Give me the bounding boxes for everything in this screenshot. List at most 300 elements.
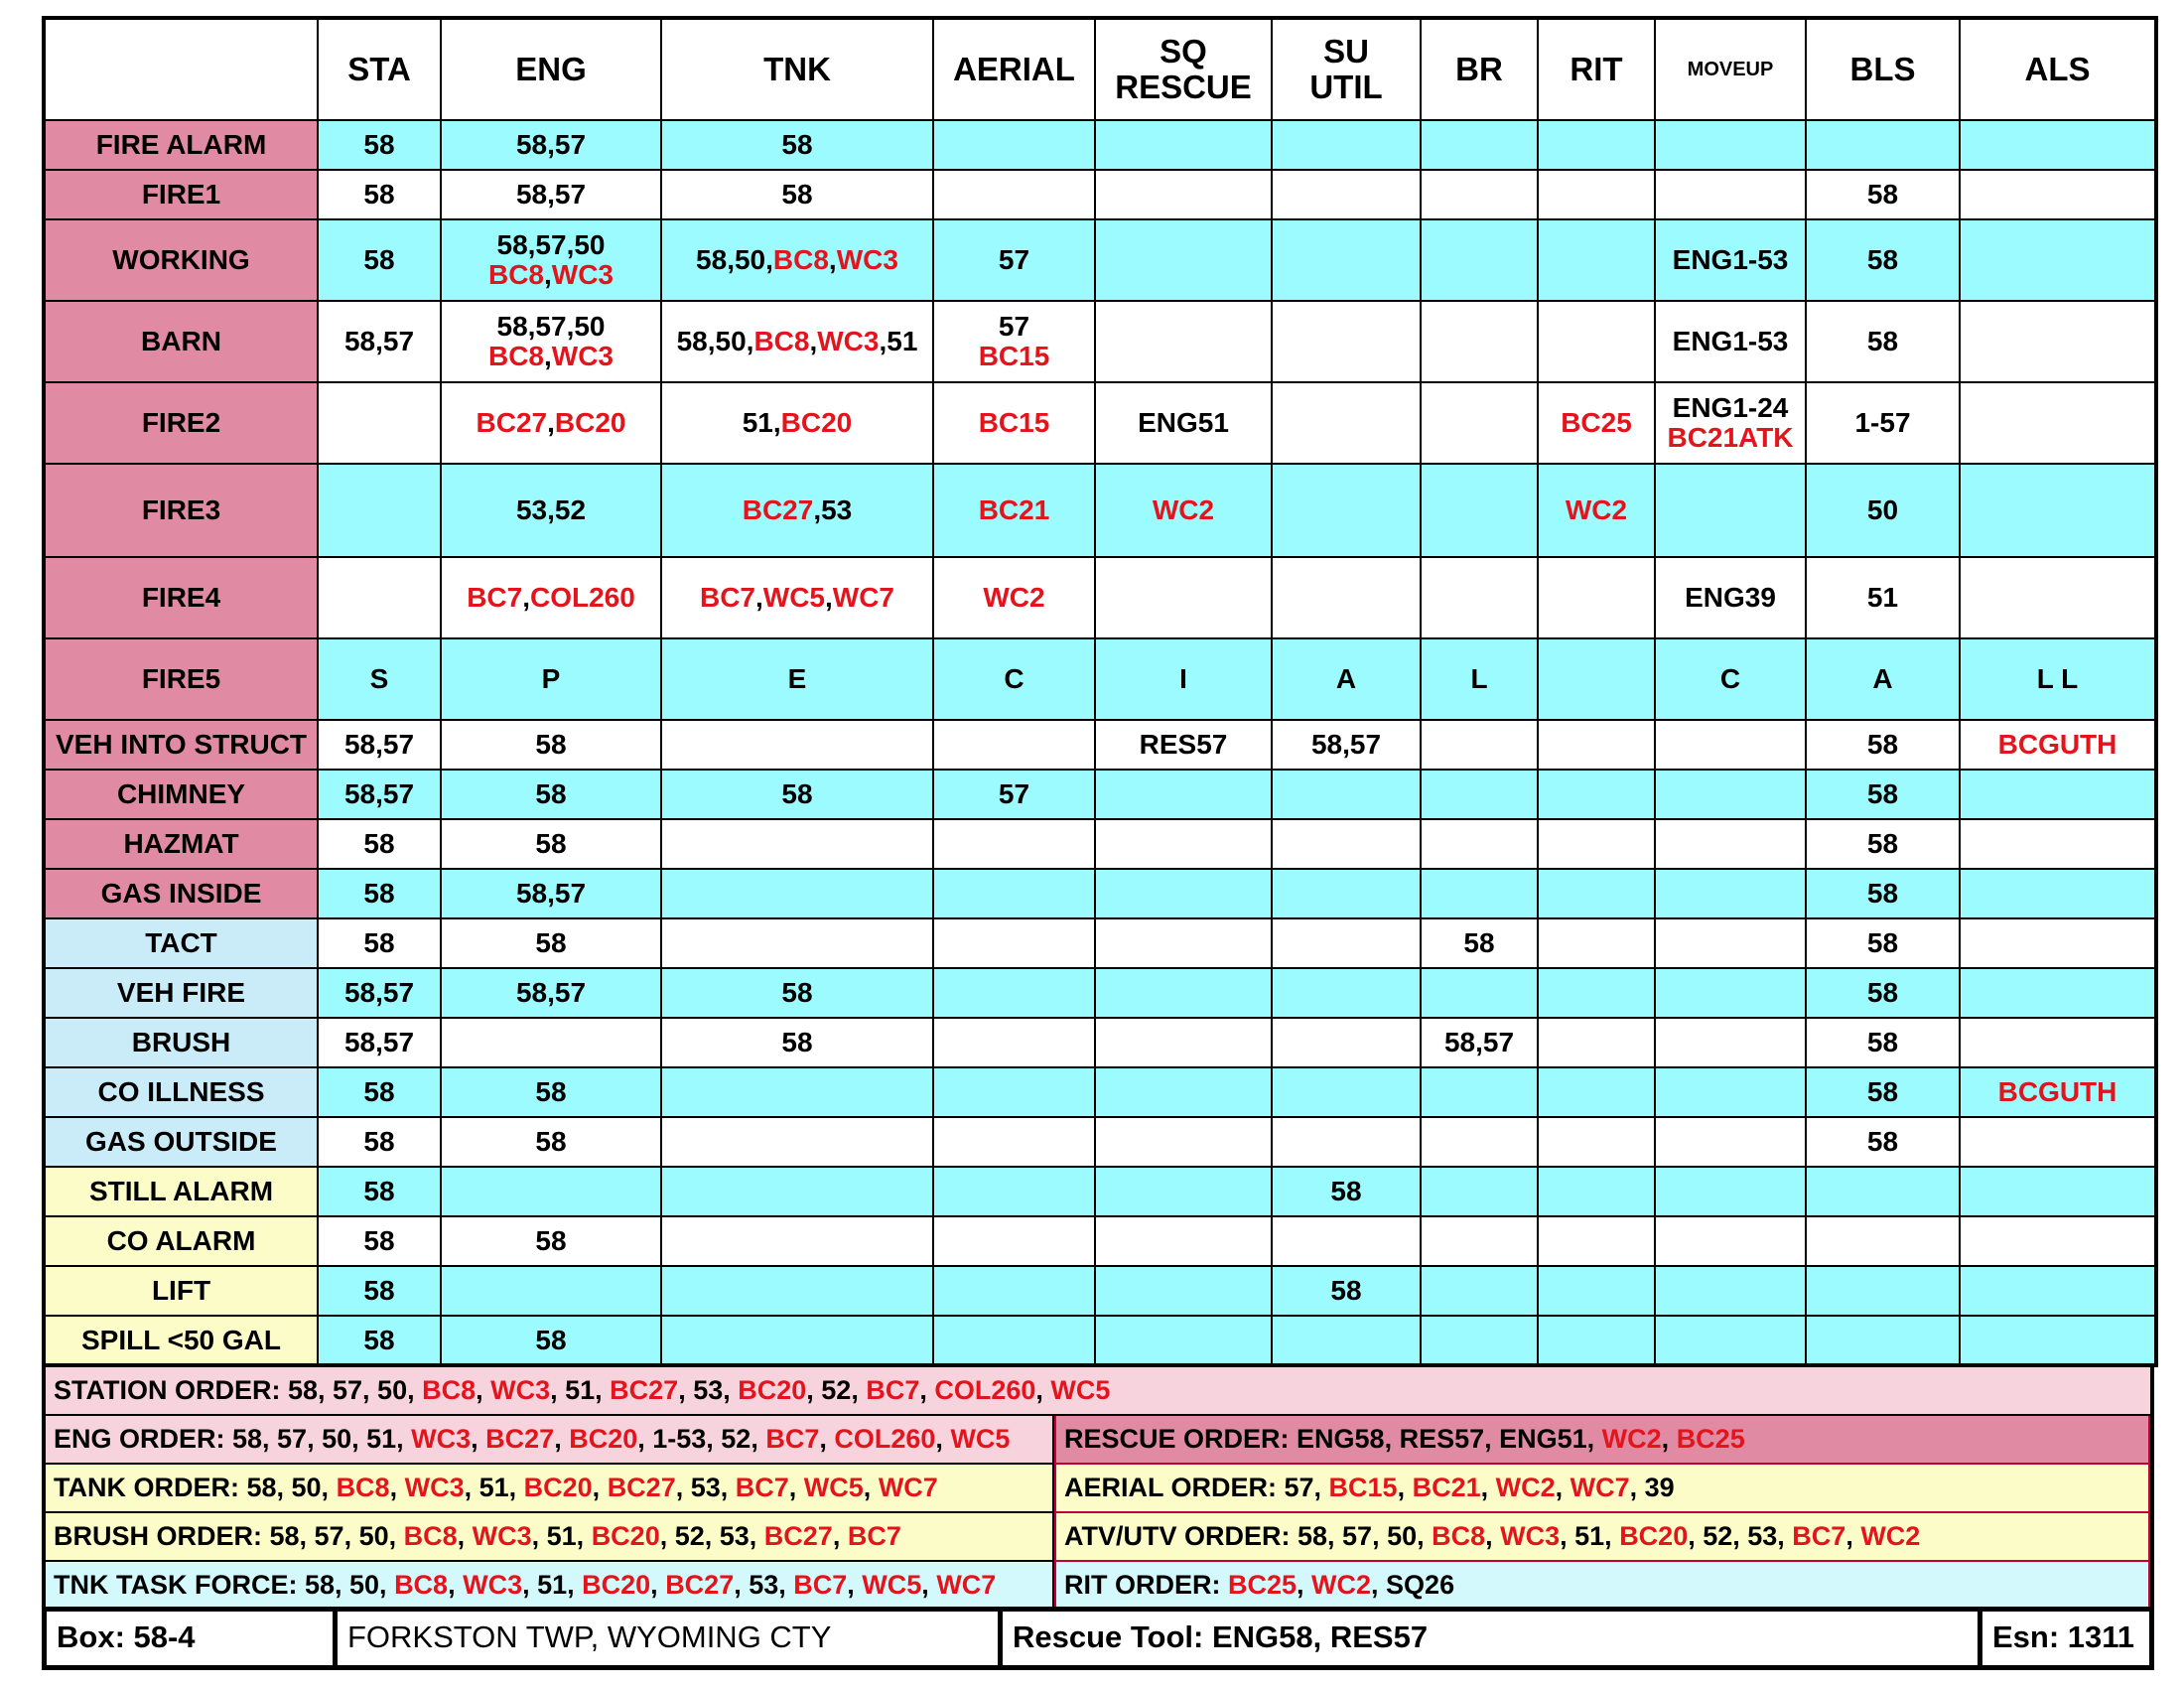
assignment-cell: [1806, 382, 1960, 464]
order-line: [46, 1513, 1054, 1562]
footer-bar: [42, 1607, 2154, 1670]
assignment-cell: [1421, 1167, 1538, 1216]
unit-red: WC3: [463, 1570, 523, 1600]
unit-red: WC3: [411, 1424, 472, 1454]
unit-text: ,: [1661, 1424, 1677, 1454]
assignment-cell: [1095, 869, 1272, 918]
assignment-cell: [1806, 464, 1960, 557]
assignment-cell: [1960, 1018, 2156, 1067]
assignment-cell: [441, 1316, 661, 1365]
response-grid: [42, 16, 2158, 1367]
assignment-cell: [1421, 1067, 1538, 1117]
unit-text: 58,57: [515, 977, 587, 1008]
unit-red: BC27: [665, 1570, 735, 1600]
unit-red: BC20: [582, 1570, 651, 1600]
assignment-cell: [1960, 382, 2156, 464]
unit-text: ,: [547, 407, 555, 438]
assignment-cell: [1095, 770, 1272, 819]
unit-text: 58: [363, 244, 395, 275]
assignment-cell: [441, 638, 661, 720]
assignment-cell: [1655, 819, 1806, 869]
unit-red: WC3: [836, 244, 898, 275]
assignment-cell: [1960, 170, 2156, 219]
table-row: [44, 1117, 2156, 1167]
unit-red: BC8: [394, 1570, 449, 1600]
assignment-cell: [1272, 301, 1421, 382]
assignment-cell: [1272, 720, 1421, 770]
unit-text: A: [1872, 663, 1893, 694]
column-header: BR: [1421, 18, 1538, 120]
unit-text: 58: [1866, 828, 1899, 859]
unit-text: 58: [363, 129, 395, 160]
assignment-cell: [1421, 638, 1538, 720]
assignment-cell: [1806, 1067, 1960, 1117]
assignment-cell: [1421, 1117, 1538, 1167]
assignment-cell: [1538, 1167, 1655, 1216]
assignment-cell: [318, 464, 441, 557]
assignment-cell: [1538, 638, 1655, 720]
assignment-cell: [1272, 1117, 1421, 1167]
unit-text: 58: [535, 927, 567, 958]
assignment-cell: [933, 770, 1095, 819]
assignment-cell: [318, 1216, 441, 1266]
assignment-cell: [1095, 382, 1272, 464]
unit-text: ,: [828, 244, 837, 275]
assignment-cell: [1655, 720, 1806, 770]
unit-text: ,: [809, 326, 818, 356]
assignment-cell: [1421, 720, 1538, 770]
column-header: BLS: [1806, 18, 1960, 120]
assignment-cell: [1421, 819, 1538, 869]
assignment-cell: [441, 1167, 661, 1216]
assignment-cell: [661, 1266, 933, 1316]
assignment-cell: [1960, 1266, 2156, 1316]
unit-text: , 51,: [550, 1375, 611, 1405]
assignment-cell: [1538, 382, 1655, 464]
table-row: [44, 170, 2156, 219]
unit-red: COL260: [834, 1424, 936, 1454]
assignment-cell: [933, 638, 1095, 720]
assignment-cell: [318, 1117, 441, 1167]
assignment-cell: [661, 301, 933, 382]
assignment-cell: [1538, 219, 1655, 301]
table-row: [44, 918, 2156, 968]
table-row: [44, 219, 2156, 301]
unit-red: BC8: [487, 341, 544, 371]
unit-text: ,: [389, 1473, 405, 1502]
order-line: [46, 1465, 1054, 1513]
table-row: [44, 557, 2156, 638]
order-line: [1054, 1465, 2150, 1513]
assignment-cell: [1421, 1316, 1538, 1365]
assignment-cell: [933, 1167, 1095, 1216]
assignment-cell: [441, 1266, 661, 1316]
assignment-cell: [1272, 382, 1421, 464]
assignment-cell: [1421, 770, 1538, 819]
column-header: RIT: [1538, 18, 1655, 120]
assignment-cell: [933, 464, 1095, 557]
assignment-cell: [1806, 638, 1960, 720]
unit-red: BC7: [793, 1570, 848, 1600]
unit-red: BC8: [422, 1375, 477, 1405]
assignment-cell: [1095, 120, 1272, 170]
unit-text: 58,57: [343, 778, 415, 809]
row-label: LIFT: [44, 1266, 318, 1316]
assignment-cell: [1095, 1117, 1272, 1167]
unit-red: BC7: [866, 1375, 920, 1405]
unit-text: ,: [919, 1375, 935, 1405]
column-header: ALS: [1960, 18, 2156, 120]
row-label: VEH FIRE: [44, 968, 318, 1018]
assignment-cell: [1538, 1117, 1655, 1167]
assignment-cell: [1421, 170, 1538, 219]
assignment-cell: [1095, 1067, 1272, 1117]
unit-text: RES57: [1139, 729, 1228, 760]
unit-red: BC20: [1619, 1521, 1689, 1551]
row-label: BARN: [44, 301, 318, 382]
unit-red: WC3: [551, 259, 614, 290]
unit-red: BC25: [1561, 407, 1632, 438]
unit-text: 58,57: [343, 729, 415, 760]
unit-text: ,: [471, 1424, 486, 1454]
assignment-cell: [1960, 557, 2156, 638]
unit-text: ,: [544, 341, 552, 371]
assignment-cell: [1655, 1018, 1806, 1067]
unit-text: ,: [832, 1521, 848, 1551]
table-row: [44, 120, 2156, 170]
assignment-cell: [1272, 918, 1421, 968]
unit-text: 58: [1866, 326, 1899, 356]
unit-text: 58: [363, 1324, 395, 1355]
unit-text: AERIAL ORDER: 57,: [1064, 1473, 1329, 1502]
unit-text: 58: [535, 729, 567, 760]
unit-red: WC5: [803, 1473, 864, 1502]
unit-red: BC27: [476, 407, 548, 438]
unit-text: 58: [1866, 179, 1899, 210]
assignment-cell: [1095, 464, 1272, 557]
assignment-cell: [661, 1167, 933, 1216]
assignment-cell: [441, 464, 661, 557]
assignment-cell: [1806, 968, 1960, 1018]
unit-text: ,: [457, 1521, 473, 1551]
assignment-cell: [1272, 1266, 1421, 1316]
assignment-cell: [1806, 819, 1960, 869]
assignment-cell: [441, 557, 661, 638]
unit-red: WC7: [1570, 1473, 1630, 1502]
assignment-cell: [661, 1117, 933, 1167]
assignment-cell: [1095, 638, 1272, 720]
unit-text: 57: [998, 778, 1030, 809]
assignment-cell: [1655, 918, 1806, 968]
assignment-cell: [1960, 120, 2156, 170]
assignment-cell: [661, 968, 933, 1018]
unit-red: BC8: [1432, 1521, 1486, 1551]
unit-text: ,: [921, 1570, 937, 1600]
assignment-cell: [1538, 1018, 1655, 1067]
unit-text: ,: [847, 1570, 863, 1600]
unit-red: BC20: [554, 407, 626, 438]
assignment-cell: [1272, 1216, 1421, 1266]
unit-text: 58: [535, 1324, 567, 1355]
assignment-cell: [318, 1316, 441, 1365]
assignment-cell: [1538, 301, 1655, 382]
column-header: AERIAL: [933, 18, 1095, 120]
corner-cell: [44, 18, 318, 120]
assignment-cell: [1095, 170, 1272, 219]
assignment-cell: [933, 1316, 1095, 1365]
assignment-cell: [661, 382, 933, 464]
unit-red: BC15: [978, 407, 1050, 438]
unit-text: ENG51: [1138, 407, 1229, 438]
column-header: STA: [318, 18, 441, 120]
unit-text: , 52, 53,: [1688, 1521, 1793, 1551]
unit-text: ,: [788, 1473, 804, 1502]
assignment-cell: [1806, 918, 1960, 968]
unit-text: 58: [363, 878, 395, 909]
unit-text: ,: [754, 582, 763, 613]
assignment-cell: [1655, 1067, 1806, 1117]
unit-text: ATV/UTV ORDER: 58, 57, 50,: [1064, 1521, 1433, 1551]
unit-red: BCGUTH: [1997, 729, 2117, 760]
unit-text: 58,57: [515, 179, 587, 210]
assignment-cell: [1960, 918, 2156, 968]
column-header: SU UTIL: [1272, 18, 1421, 120]
assignment-cell: [1272, 968, 1421, 1018]
assignment-cell: [1095, 557, 1272, 638]
assignment-cell: [318, 1266, 441, 1316]
unit-text: 51: [1866, 582, 1899, 613]
assignment-cell: [1655, 1266, 1806, 1316]
unit-red: BC27: [485, 1424, 555, 1454]
assignment-cell: [1806, 557, 1960, 638]
assignment-cell: [1960, 720, 2156, 770]
unit-red: WC2: [1311, 1570, 1372, 1600]
unit-red: BC8: [336, 1473, 390, 1502]
assignment-cell: [1095, 1316, 1272, 1365]
assignment-cell: [661, 170, 933, 219]
table-row: [44, 301, 2156, 382]
assignment-cell: [661, 120, 933, 170]
assignment-cell: [1421, 557, 1538, 638]
unit-text: 58: [1866, 1126, 1899, 1157]
unit-red: WC3: [490, 1375, 551, 1405]
unit-red: BC8: [753, 326, 810, 356]
order-line: [46, 1562, 1054, 1611]
unit-text: ,: [863, 1473, 879, 1502]
unit-red: WC2: [1152, 494, 1215, 525]
assignment-cell: [1095, 1266, 1272, 1316]
unit-text: 58: [1330, 1176, 1362, 1206]
unit-red: BC27: [763, 1521, 833, 1551]
assignment-cell: [441, 1216, 661, 1266]
unit-text: 58,57,50: [496, 311, 606, 342]
row-label: GAS OUTSIDE: [44, 1117, 318, 1167]
assignment-cell: [1806, 1018, 1960, 1067]
unit-red: BC25: [1676, 1424, 1745, 1454]
assignment-cell: [1421, 1018, 1538, 1067]
location: FORKSTON TWP, WYOMING CTY: [338, 1612, 1003, 1665]
assignment-cell: [1538, 770, 1655, 819]
assignment-cell: [1806, 1216, 1960, 1266]
unit-text: L L: [2036, 663, 2079, 694]
assignment-cell: [1272, 219, 1421, 301]
grid-body: [44, 120, 2156, 1365]
unit-text: ,: [1845, 1521, 1861, 1551]
unit-red: WC3: [1500, 1521, 1561, 1551]
unit-text: ,: [1485, 1521, 1501, 1551]
unit-red: WC2: [1601, 1424, 1662, 1454]
assignment-cell: [1538, 1316, 1655, 1365]
unit-red: WC2: [983, 582, 1045, 613]
column-header: SQ RESCUE: [1095, 18, 1272, 120]
assignment-cell: [661, 638, 933, 720]
unit-text: P: [541, 663, 561, 694]
unit-text: 58: [363, 1076, 395, 1107]
assignment-cell: [1960, 1316, 2156, 1365]
unit-text: ,: [650, 1570, 666, 1600]
unit-red: BC8: [403, 1521, 458, 1551]
assignment-cell: [1960, 464, 2156, 557]
assignment-cell: [661, 219, 933, 301]
unit-text: 58: [781, 179, 813, 210]
unit-text: ,: [1035, 1375, 1051, 1405]
unit-text: 58: [1866, 1027, 1899, 1057]
assignment-cell: [1960, 1216, 2156, 1266]
assignment-cell: [441, 382, 661, 464]
assignment-cell: [933, 120, 1095, 170]
assignment-cell: [661, 1018, 933, 1067]
unit-text: ,: [1397, 1473, 1413, 1502]
unit-text: ,: [522, 582, 530, 613]
row-label: HAZMAT: [44, 819, 318, 869]
assignment-cell: [933, 968, 1095, 1018]
orders-block: [42, 1367, 2154, 1611]
table-row: [44, 1316, 2156, 1365]
assignment-cell: [1960, 1167, 2156, 1216]
assignment-cell: [1421, 301, 1538, 382]
unit-text: S: [369, 663, 389, 694]
unit-text: RIT ORDER:: [1064, 1570, 1228, 1600]
column-header: ENG: [441, 18, 661, 120]
assignment-cell: [933, 720, 1095, 770]
assignment-cell: [1806, 219, 1960, 301]
assignment-cell: [318, 819, 441, 869]
assignment-cell: [1538, 720, 1655, 770]
unit-text: ,: [1480, 1473, 1496, 1502]
assignment-cell: [933, 869, 1095, 918]
unit-text: ,: [1555, 1473, 1570, 1502]
assignment-cell: [1655, 120, 1806, 170]
unit-red: WC5: [1050, 1375, 1111, 1405]
assignment-cell: [1960, 638, 2156, 720]
unit-text: , 51,: [531, 1521, 592, 1551]
assignment-cell: [1272, 1018, 1421, 1067]
unit-red: BC21: [1412, 1473, 1481, 1502]
assignment-cell: [1538, 1266, 1655, 1316]
assignment-cell: [1960, 819, 2156, 869]
assignment-cell: [1960, 1067, 2156, 1117]
unit-text: ,51: [879, 326, 918, 356]
assignment-cell: [661, 918, 933, 968]
row-label: FIRE4: [44, 557, 318, 638]
rescue-tool: Rescue Tool: ENG58, RES57: [1003, 1612, 1982, 1665]
assignment-cell: [1960, 869, 2156, 918]
unit-text: 58: [535, 1076, 567, 1107]
assignment-cell: [933, 170, 1095, 219]
unit-red: BC8: [772, 244, 829, 275]
unit-text: , 53,: [678, 1375, 739, 1405]
unit-text: , 1-53, 52,: [637, 1424, 766, 1454]
assignment-cell: [933, 1216, 1095, 1266]
order-line: [1054, 1513, 2150, 1562]
unit-text: 58,57: [343, 1027, 415, 1057]
unit-red: WC3: [817, 326, 880, 356]
unit-text: TANK ORDER: 58, 50,: [54, 1473, 337, 1502]
unit-red: BCGUTH: [1997, 1076, 2117, 1107]
assignment-cell: [441, 869, 661, 918]
unit-text: 1-57: [1854, 407, 1911, 438]
unit-red: WC7: [832, 582, 895, 613]
assignment-cell: [933, 382, 1095, 464]
assignment-cell: [1272, 819, 1421, 869]
assignment-cell: [933, 301, 1095, 382]
assignment-cell: [1272, 170, 1421, 219]
order-row: [46, 1416, 2150, 1465]
assignment-cell: [661, 720, 933, 770]
assignment-cell: [318, 219, 441, 301]
unit-text: , SQ26: [1371, 1570, 1455, 1600]
assignment-cell: [1655, 770, 1806, 819]
assignment-cell: [661, 1316, 933, 1365]
assignment-cell: [1421, 382, 1538, 464]
unit-red: BC27: [610, 1375, 679, 1405]
row-label: FIRE2: [44, 382, 318, 464]
assignment-cell: [318, 869, 441, 918]
assignment-cell: [1655, 301, 1806, 382]
assignment-cell: [1806, 1266, 1960, 1316]
unit-text: 58: [1866, 778, 1899, 809]
unit-text: 57: [998, 244, 1030, 275]
assignment-cell: [1538, 1216, 1655, 1266]
unit-text: 58: [1866, 977, 1899, 1008]
assignment-cell: [1655, 869, 1806, 918]
run-card-sheet: [42, 16, 2154, 1611]
assignment-cell: [1421, 120, 1538, 170]
assignment-cell: [1421, 219, 1538, 301]
assignment-cell: [1095, 819, 1272, 869]
assignment-cell: [318, 720, 441, 770]
unit-text: 58: [1330, 1275, 1362, 1306]
unit-red: WC5: [950, 1424, 1011, 1454]
unit-red: WC2: [1860, 1521, 1921, 1551]
assignment-cell: [1272, 557, 1421, 638]
assignment-cell: [441, 301, 661, 382]
unit-text: ENG1-53: [1672, 244, 1789, 275]
unit-text: 58: [1866, 244, 1899, 275]
table-row: [44, 638, 2156, 720]
assignment-cell: [933, 918, 1095, 968]
assignment-cell: [1806, 1316, 1960, 1365]
table-row: [44, 382, 2156, 464]
assignment-cell: [1095, 720, 1272, 770]
assignment-cell: [1960, 1117, 2156, 1167]
table-row: [44, 968, 2156, 1018]
assignment-cell: [1272, 120, 1421, 170]
unit-text: TNK TASK FORCE: 58, 50,: [54, 1570, 395, 1600]
assignment-cell: [318, 638, 441, 720]
unit-text: 58,57: [343, 977, 415, 1008]
unit-text: ENG39: [1685, 582, 1776, 613]
